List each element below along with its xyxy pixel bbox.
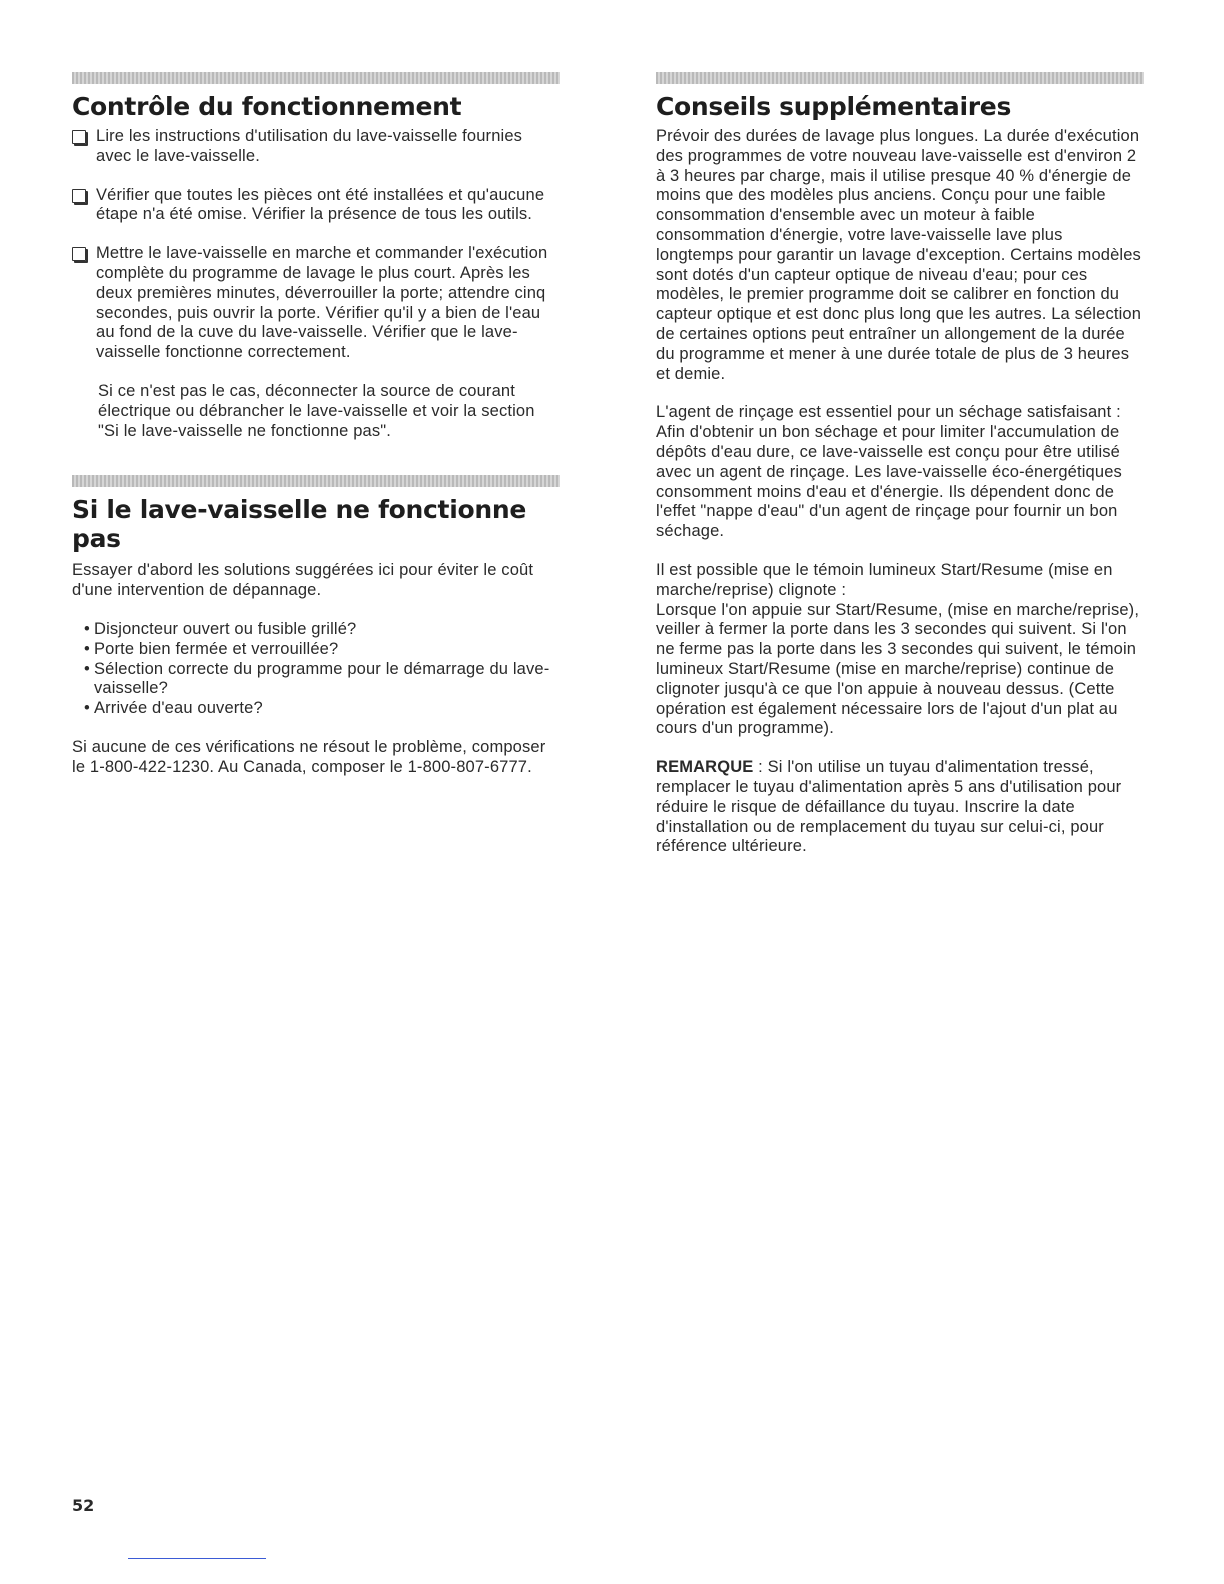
note-body: : Si l'on utilise un tuyau d'alimentation tressé, remplacer le tuyau d'alimentation après 5 ans d'utilisation pour réduire le risque de défaillance du tuyau. Inscrire la date d'installation ou de remplacement du tuyau sur celui-ci, pour référence ultérieure. — [656, 758, 1122, 856]
page-number: 52 — [72, 1496, 95, 1515]
checklist-item-text: Vérifier que toutes les pièces ont été installées et qu'aucune étape n'a été omise. Vérifier la présence de tous les outils. — [96, 185, 545, 224]
rinse-agent-heading: L'agent de rinçage est essentiel pour un séchage satisfaisant : — [656, 403, 1121, 422]
troubleshooting-body — [72, 561, 560, 777]
checklist-item — [72, 127, 560, 167]
rinse-agent-body: Afin d'obtenir un bon séchage et pour limiter l'accumulation de dépôts d'eau dure, ce lave-vaisselle est conçu pour être utilisé avec un agent de rinçage. Les lave-vaisselle éco-énergétiques consomment moins d'eau et d'énergie. Ils dépendent donc de l'effet "nappe d'eau" d'un agent de rinçage pour fournir un bon séchage. — [656, 423, 1122, 541]
checklist — [72, 127, 560, 441]
bullet-icon: • — [84, 699, 90, 718]
tips-paragraph-rinse-agent — [656, 403, 1144, 542]
list-item-text: Disjoncteur ouvert ou fusible grillé? — [94, 619, 357, 638]
followup-paragraph: Si ce n'est pas le cas, déconnecter la source de courant électrique ou débrancher le lave-vaisselle et voir la section "Si le lave-vaisselle ne fonctionne pas". — [98, 381, 535, 440]
list-item-text: Porte bien fermée et verrouillée? — [94, 639, 339, 658]
checklist-item — [72, 244, 560, 363]
intro-paragraph: Essayer d'abord les solutions suggérées ici pour éviter le coût d'une intervention de dépannage. — [72, 561, 534, 600]
right-column — [656, 72, 1144, 876]
checkbox-icon — [72, 247, 86, 261]
bullet-icon: • — [84, 639, 90, 658]
tips-paragraph-start-resume — [656, 561, 1144, 739]
list-item — [84, 699, 560, 719]
checklist-item — [72, 186, 560, 226]
bullet-icon: • — [84, 619, 90, 638]
tips-body — [656, 127, 1144, 857]
tips-paragraph-duration: Prévoir des durées de lavage plus longues. La durée d'exécution des programmes de votre nouveau lave-vaisselle est d'environ 2 à 3 heures par charge, mais il utilise presque 40 % d'énergie de moins que des modèles plus anciens. Conçu pour une faible consommation d'ensemble avec un moteur à faible consommation d'énergie, votre lave-vaisselle lave plus longtemps pour garantir un lavage d'exception. Certains modèles sont dotés d'un capteur optique de niveau d'eau; pour ces modèles, le premier programme doit se calibrer en fonction du capteur optique et est donc plus long que les autres. La sélection de certaines options peut entraîner un allongement de la durée du programme et mener à une durée totale de plus de 3 heures et demie. — [656, 127, 1142, 383]
section-title-conseils: Conseils supplémentaires — [656, 92, 1012, 121]
note-paragraph — [656, 758, 1144, 857]
list-item — [84, 640, 560, 660]
checkbox-icon — [72, 189, 86, 203]
list-item — [84, 660, 560, 700]
checklist-item-text: Lire les instructions d'utilisation du lave-vaisselle fournies avec le lave-vaisselle. — [96, 127, 523, 165]
section-title-si-ne-fonctionne-pas: Si le lave-vaisselle ne fonctionne pas — [72, 495, 526, 554]
footer-line — [128, 1558, 266, 1559]
check-list — [72, 620, 560, 719]
list-item-text: Arrivée d'eau ouverte? — [94, 699, 263, 718]
contact-paragraph: Si aucune de ces vérifications ne résout le problème, composer le 1-800-422-1230. Au Canada, composer le 1-800-807-6777. — [72, 737, 546, 776]
section-divider — [656, 72, 1144, 84]
section-title-controle: Contrôle du fonctionnement — [72, 92, 462, 121]
start-resume-body: Lorsque l'on appuie sur Start/Resume, (mise en marche/reprise), veiller à fermer la porte dans les 3 secondes qui suivent. Si l'on ne ferme pas la porte dans les 3 secondes qui suivent, le témoin lumineux Start/Resume (mise en marche/reprise) continue de clignoter jusqu'à ce que l'on appuie à nouveau dessus. (Cette opération est également nécessaire lors de l'ajout d'un plat au cours d'un programme). — [656, 600, 1140, 738]
list-item-text: Sélection correcte du programme pour le démarrage du lave-vaisselle? — [94, 659, 550, 698]
section-divider — [72, 475, 560, 487]
checkbox-icon — [72, 130, 86, 144]
start-resume-heading: Il est possible que le témoin lumineux Start/Resume (mise en marche/reprise) clignote : — [656, 560, 1113, 599]
note-label: REMARQUE — [656, 758, 754, 777]
list-item — [84, 620, 560, 640]
bullet-icon: • — [84, 659, 90, 678]
left-column — [72, 72, 560, 797]
section-divider — [72, 72, 560, 84]
checklist-item-text: Mettre le lave-vaisselle en marche et commander l'exécution complète du programme de lavage le plus court. Après les deux premières minutes, déverrouiller la porte; attendre cinq secondes, puis ouvrir la porte. Vérifier qu'il y a bien de l'eau au fond de la cuve du lave-vaisselle. Vérifier que le lave-vaisselle fonctionne correctement. — [96, 244, 548, 362]
